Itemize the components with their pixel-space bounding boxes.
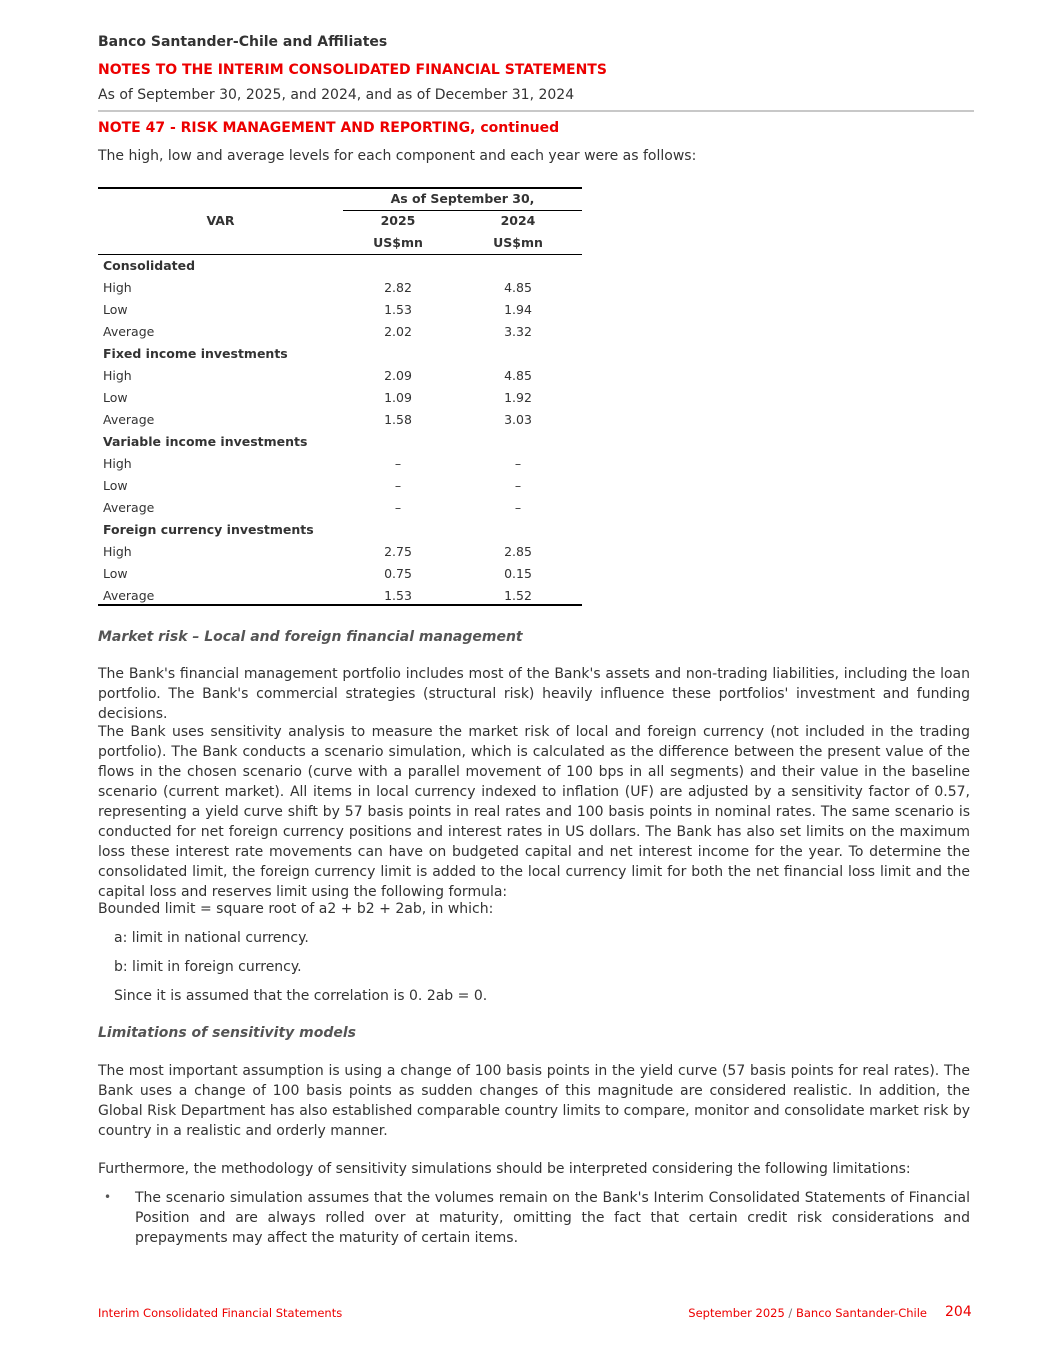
value-2024: 4.85 <box>504 368 532 383</box>
as-of-header: As of September 30, <box>390 191 535 206</box>
table-row <box>98 563 582 585</box>
table-row <box>98 299 582 321</box>
value-2024: 2.85 <box>504 544 532 559</box>
row-label: High <box>103 280 132 295</box>
table-row <box>98 387 582 409</box>
value-2025: 1.58 <box>384 412 412 427</box>
footer-document-title: Interim Consolidated Financial Statements <box>98 1306 343 1320</box>
value-2025: – <box>394 456 402 471</box>
footer-bank: Banco Santander-Chile <box>795 1306 927 1320</box>
company-name: Banco Santander-Chile and Affiliates <box>98 34 388 50</box>
row-label: Average <box>103 500 155 515</box>
paragraph-limitations: Furthermore, the methodology of sensitivity simulations should be interpreted considering the following limitations: <box>98 1161 911 1177</box>
bullet-marker: • <box>104 1190 112 1204</box>
row-label: Average <box>103 588 155 603</box>
value-2024: 4.85 <box>504 280 532 295</box>
table-bottom-rule <box>98 604 582 606</box>
footer-date: September 2025 <box>688 1306 785 1320</box>
row-label: Low <box>103 302 128 317</box>
intro-text: The high, low and average levels for each component and each year were as follows: <box>98 148 697 164</box>
page-number: 204 <box>945 1304 972 1320</box>
var-header: VAR <box>206 213 235 228</box>
unit-2025-header: US$mn <box>373 235 423 250</box>
limitations-heading: Limitations of sensitivity models <box>98 1025 357 1041</box>
value-2025: 1.53 <box>384 302 412 317</box>
value-2024: 1.92 <box>504 390 532 405</box>
row-label: High <box>103 456 132 471</box>
formula-a: a: limit in national currency. <box>114 930 309 946</box>
row-label: Low <box>103 390 128 405</box>
value-2024: – <box>514 456 522 471</box>
as-of-rule <box>343 210 582 211</box>
row-label: High <box>103 544 132 559</box>
table-row <box>98 541 582 563</box>
bullet-item: The scenario simulation assumes that the volumes remain on the Bank's Interim Consolidated Statements of Financial Position and are always rolled over at maturity, omitting the fact that certain credit risk considerations and prepayments may affect the maturity of certain items. <box>135 1190 970 1246</box>
value-2024: 1.94 <box>504 302 532 317</box>
row-label: High <box>103 368 132 383</box>
market-risk-heading: Market risk – Local and foreign financial management <box>98 629 523 645</box>
table-section-row <box>98 431 582 453</box>
row-label: Foreign currency investments <box>103 522 314 537</box>
formula-line: Bounded limit = square root of a2 + b2 + 2ab, in which: <box>98 901 494 917</box>
row-label: Fixed income investments <box>103 346 288 361</box>
table-row <box>98 277 582 299</box>
footer-source <box>688 1306 927 1320</box>
row-label: Low <box>103 478 128 493</box>
value-2024: 3.32 <box>504 324 532 339</box>
paragraph-sensitivity: The Bank uses sensitivity analysis to measure the market risk of local and foreign currency (not included in the trading portfolio). The Bank conducts a scenario simulation, which is calculated as the difference between the present value of the flows in the chosen scenario (curve with a parallel movement of 100 bps in all segments) and their value in the baseline scenario (current market). All items in local currency indexed to inflation (UF) are adjusted by a sensitivity factor of 0.57, representing a yield curve shift by 57 basis points in real rates and 100 basis points in nominal rates. The same scenario is conducted for net foreign currency positions and interest rates in US dollars. The Bank has also set limits on the maximum loss these interest rate movements can have on budgeted capital and net interest income for the year. To determine the consolidated limit, the foreign currency limit is added to the local currency limit for both the net financial loss limit and the capital loss and reserves limit using the following formula: <box>98 724 970 900</box>
year-2025-header: 2025 <box>380 213 416 228</box>
row-label: Consolidated <box>103 258 196 273</box>
value-2024: – <box>514 478 522 493</box>
table-row <box>98 409 582 431</box>
table-section-row <box>98 343 582 365</box>
table-section-row <box>98 519 582 541</box>
header-divider <box>98 110 974 112</box>
table-row <box>98 475 582 497</box>
row-label: Low <box>103 566 128 581</box>
value-2024: 1.52 <box>504 588 532 603</box>
formula-c: Since it is assumed that the correlation is 0. 2ab = 0. <box>114 988 488 1004</box>
formula-b: b: limit in foreign currency. <box>114 959 302 975</box>
table-row <box>98 497 582 519</box>
unit-2024-header: US$mn <box>493 235 543 250</box>
value-2025: 2.02 <box>384 324 412 339</box>
row-label: Variable income investments <box>103 434 308 449</box>
table-row <box>98 365 582 387</box>
value-2025: 0.75 <box>384 566 412 581</box>
value-2025: 1.53 <box>384 588 412 603</box>
footer-slash: / <box>784 1306 796 1320</box>
paragraph-portfolio: The Bank's financial management portfolio includes most of the Bank's assets and non-trading liabilities, including the loan portfolio. The Bank's commercial strategies (structural risk) heavily influence these portfolios' investment and funding decisions. <box>98 666 970 722</box>
notes-title: NOTES TO THE INTERIM CONSOLIDATED FINANCIAL STATEMENTS <box>98 62 607 78</box>
value-2024: 0.15 <box>504 566 532 581</box>
row-label: Average <box>103 324 155 339</box>
row-label: Average <box>103 412 155 427</box>
note-title: NOTE 47 - RISK MANAGEMENT AND REPORTING, continued <box>98 120 560 136</box>
year-2024-header: 2024 <box>500 213 536 228</box>
value-2025: 2.82 <box>384 280 412 295</box>
value-2025: – <box>394 500 402 515</box>
value-2025: 1.09 <box>384 390 412 405</box>
value-2025: – <box>394 478 402 493</box>
table-top-rule <box>98 187 582 189</box>
value-2025: 2.75 <box>384 544 412 559</box>
paragraph-assumption: The most important assumption is using a change of 100 basis points in the yield curve (57 basis points for real rates). The Bank uses a change of 100 basis points as sudden changes of this magnitude are considered realistic. In addition, the Global Risk Department has also established comparable country limits to compare, monitor and consolidate market risk by country in a realistic and orderly manner. <box>98 1063 970 1139</box>
value-2025: 2.09 <box>384 368 412 383</box>
table-row <box>98 453 582 475</box>
value-2024: 3.03 <box>504 412 532 427</box>
table-row <box>98 321 582 343</box>
table-section-row <box>98 255 582 277</box>
value-2024: – <box>514 500 522 515</box>
as-of-date: As of September 30, 2025, and 2024, and as of December 31, 2024 <box>98 87 575 103</box>
